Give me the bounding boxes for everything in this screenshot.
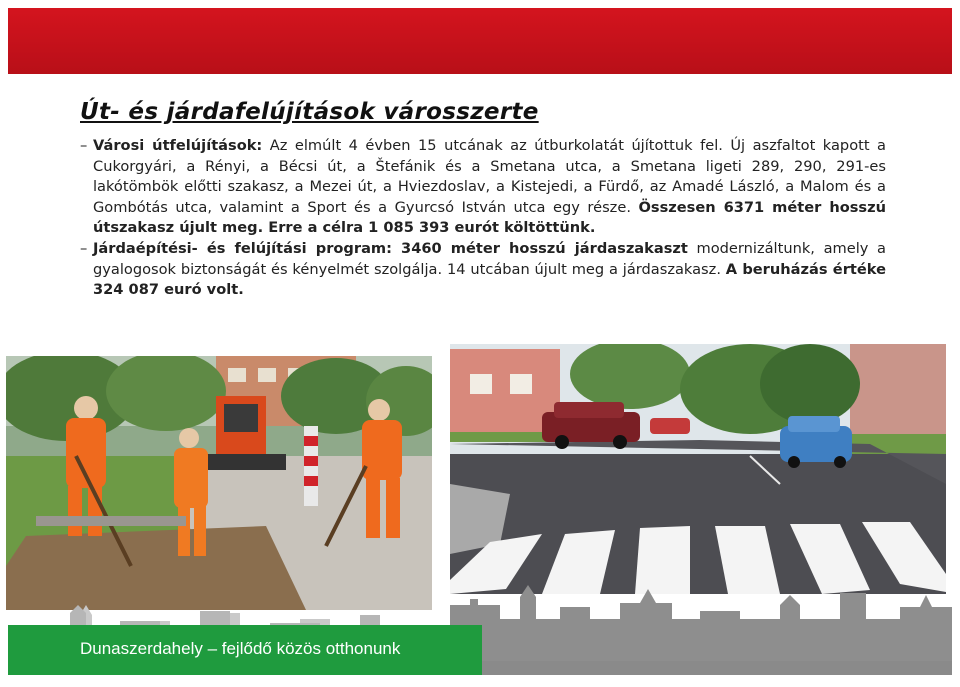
- photo-road-workers: [6, 356, 432, 610]
- top-red-band: [8, 8, 952, 74]
- item-text: modernizáltunk, amely a gyalogosok biztonságát és kényelmét szolgálja. 14 utcában újult meg a járdaszakasz.: [93, 239, 886, 278]
- photo-crosswalk: [450, 344, 946, 594]
- item-summary: Összesen 6371 méter hosszú útszakasz újult meg. Erre a célra 1 085 393 eurót költöttünk.: [93, 198, 886, 237]
- list-item-sidewalks: [80, 239, 886, 301]
- item-summary: A beruházás értéke 324 087 euró volt.: [93, 260, 886, 299]
- item-label: Járdaépítési- és felújítási program: 3460 méter hosszú járdaszakaszt: [93, 239, 688, 257]
- bullet-list: [80, 136, 886, 301]
- item-label: Városi útfelújítások:: [93, 137, 263, 154]
- list-item-roads: [80, 136, 886, 239]
- bullet-dash: –: [80, 239, 88, 257]
- page-title: Út- és járdafelújítások városszerte: [80, 99, 539, 125]
- bullet-dash: –: [80, 137, 88, 154]
- footer-green-band: [8, 625, 482, 675]
- footer-slogan: Dunaszerdahely – fejlődő közös otthonunk: [80, 639, 401, 658]
- item-text: Az elmúlt 4 évben 15 utcának az útburkolatát újítottuk fel. Új aszfaltot kapott a Cukorgyári, a Rényi, a Bécsi út, a Štefánik és a Smetana utca, a Smetana ligeti 289, 290, 291-es lakótömbök előtti szakasz, a Mezei út, a Hviezdoslav, a Kistejedi, a Fürdő, az Amadé László, a Malom és a Gombótás utca, valamint a Sport és a Gyurcsó István utca egy része.: [93, 137, 886, 216]
- footer-gray-band: [482, 661, 952, 675]
